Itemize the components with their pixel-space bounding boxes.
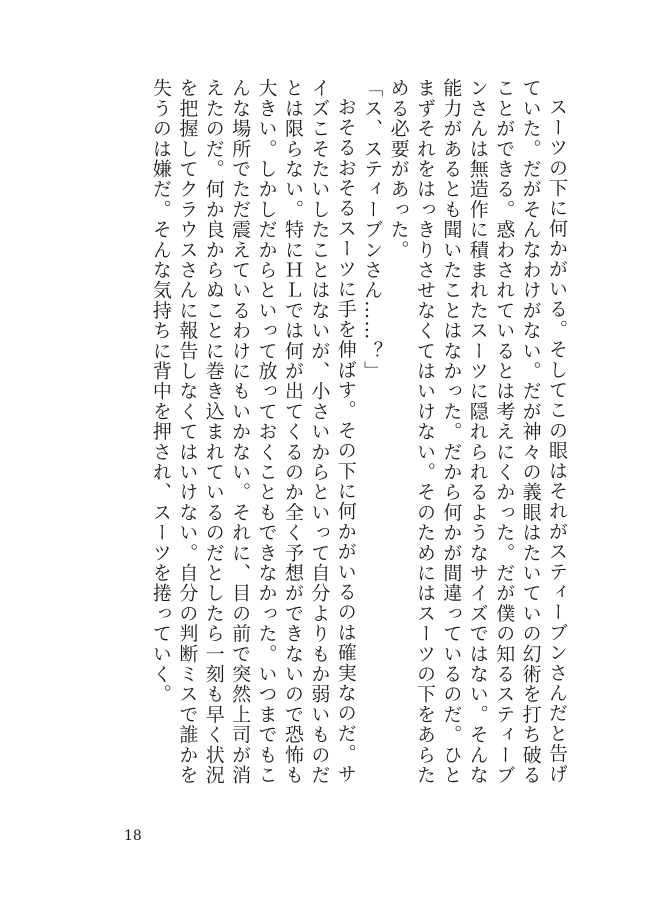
paragraph-narration-1: スーツの下に何かがいる。そしてこの眼はそれがスティーブンさんだと告げていた。だがそんなわけがない。だが神々の義眼はたいていの幻術を打ち破ることができる。惑わされているとは考えにくかった。だが僕の知るスティーブンさんは無造作に積まれたスーツに隠れられるようなサイズではない。そんな能力があるとも聞いたことはなかった。だから何かが間違っているのだ。ひとまずそれをはっきりさせなくてはいけない。そのためにはスーツの下をあらためる必要があった。 (387, 78, 568, 785)
vertical-text-body (100, 78, 570, 798)
page-number: 18 (124, 828, 142, 844)
paragraph-dialogue: 「ス、スティーブンさん……？」 (361, 78, 384, 381)
paragraph-narration-2: おそるおそるスーツに手を伸ばす。その下に何かがいるのは確実なのだ。サイズこそたいしたことはないが、小さいからといって自分よりもか弱いものだとは限らない。特にＨＬでは何が出てくるのか全く予想ができないので恐怖も大きい。しかしだからといって放っておくこともできなかった。いつまでもこんな場所でただ震えているわけにもいかない。それに、目の前で突然上司が消えたのだ。何か良からぬことに巻き込まれているのだとしたら一刻も早く状況を把握してクラウスさんに報告しなくてはいけない。自分の判断ミスで誰かを失うのは嫌だ。そんな気持ちに背中を押され、スーツを捲っていく。 (149, 78, 357, 786)
